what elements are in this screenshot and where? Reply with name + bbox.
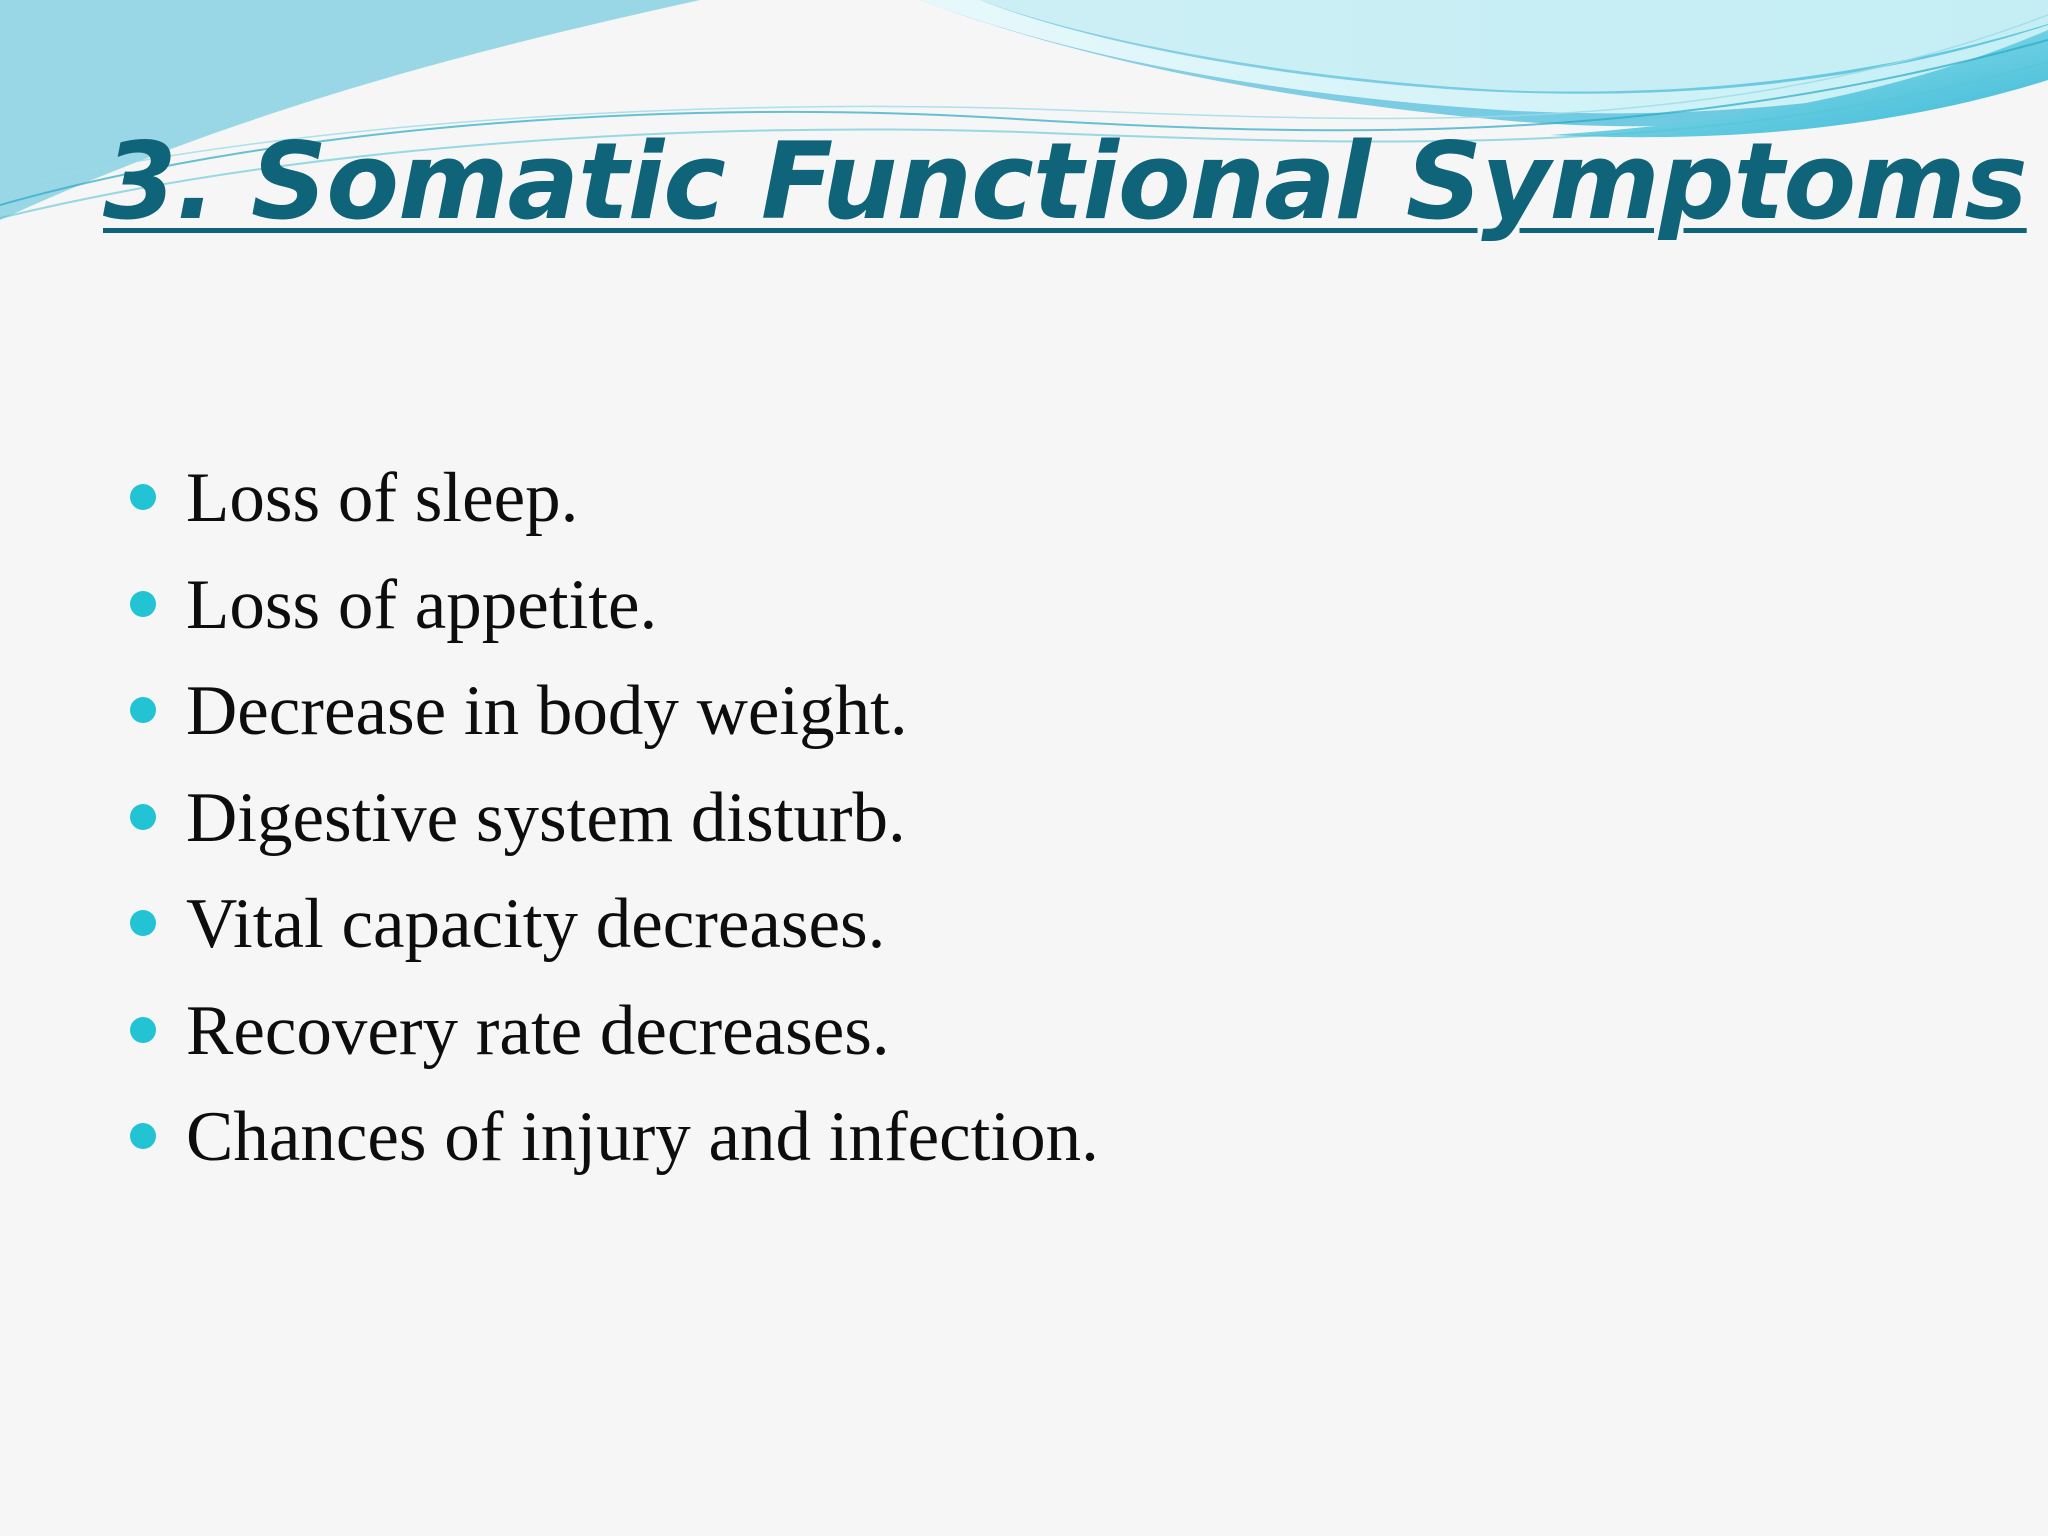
bullet-text: Decrease in body weight. <box>186 672 908 750</box>
bullet-item <box>130 445 1099 552</box>
bullet-text: Digestive system disturb. <box>186 778 906 857</box>
bullet-text: Loss of appetite. <box>186 565 658 644</box>
round-bullet-icon <box>130 910 156 936</box>
bullet-text: Recovery rate decreases. <box>186 991 890 1070</box>
bullet-text: Vital capacity decreases. <box>186 885 886 963</box>
bullet-list <box>130 445 1099 1191</box>
round-bullet-icon <box>130 804 156 830</box>
slide-title: 3. Somatic Functional Symptoms <box>103 120 2027 243</box>
round-bullet-icon <box>130 697 156 723</box>
bullet-item <box>130 552 1099 659</box>
round-bullet-icon <box>130 1123 156 1149</box>
bullet-item <box>130 765 1099 872</box>
bullet-item <box>130 658 1099 765</box>
bullet-item <box>130 978 1099 1085</box>
bullet-item <box>130 1084 1099 1191</box>
round-bullet-icon <box>130 484 156 510</box>
round-bullet-icon <box>130 1017 156 1043</box>
bullet-text: Loss of sleep. <box>186 459 579 537</box>
round-bullet-icon <box>130 591 156 617</box>
bullet-text: Chances of injury and infection. <box>186 1098 1099 1176</box>
bullet-item <box>130 871 1099 978</box>
